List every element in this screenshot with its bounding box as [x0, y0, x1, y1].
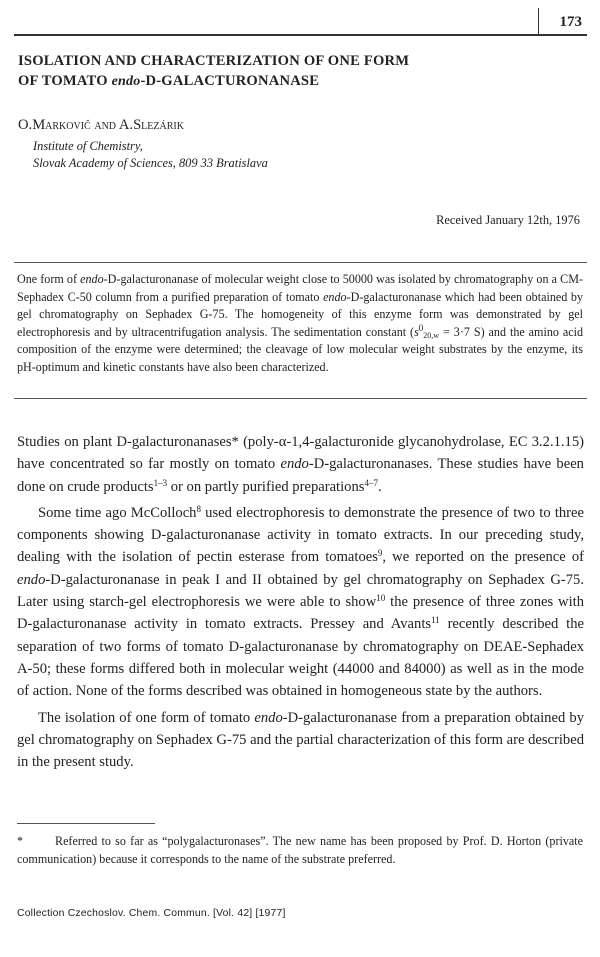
paragraph-1: Studies on plant D-galacturonanases* (poly-α-1,4-galacturonide glycanohydrolase, EC 3.2.1.15) have concentrated so far mostly on tomato endo-D-galacturonanases. These studies have been done on crude products$^{1-3}$ or on partly purified preparations$^{4-7}$. [17, 434, 584, 495]
footnote-rule [17, 823, 155, 824]
affiliation-line-1: Institute of Chemistry, [33, 139, 143, 153]
journal-citation: Collection Czechoslov. Chem. Commun. [Vol. 42] [1977] [17, 908, 286, 919]
abstract-text: One form of endo-D-galacturonanase of molecular weight close to 50000 was isolated by chromatography on a CM-Sephadex C-50 column from a purified preparation of tomato endo-D-galacturonanase which had been obtained by gel chromatography on Sephadex G-75. The homogeneity of this enzyme form was demonstrated by gel electrophoresis and by ultracentrifugation analysis. The sedimentation constant ($s^0_{20,w} = 3\cdot 7$ S) and the amino acid composition of the enzyme were determined; the cleavage of low molecular weight substrates by the enzyme, its pH-optimum and kinetic constants have also been characterized. [17, 272, 584, 374]
abstract [17, 271, 583, 377]
page-number: 173 [559, 14, 582, 30]
paragraph-2: Some time ago McColloch$^8$ used electrophoresis to demonstrate the presence of two to three components showing D-galacturonanase activity in tomato extracts. In our preceding study, dealing with the isolation of pectin esterase from tomatoes$^9$, we reported on the presence of endo-D-galacturonanase in peak I and II obtained by gel chromatography on Sephadex G-75. Later using starch-gel electrophoresis we were able to show$^{10}$ the presence of three zones with D-galacturonanase activity in tomato extracts. Pressey and Avants$^{11}$ recently described the separation of two forms of tomato D-galacturonanase by chromatography on DEAE-Sephadex A-50; these forms differed both in molecular weight (44000 and 84000) as well as in the mode of action. None of the forms described was obtained in homogeneous state by the authors. [17, 503, 584, 700]
footnote [17, 832, 583, 868]
authors: O.Markovič and A.Slezárik [18, 117, 184, 133]
header-rule [14, 34, 587, 36]
abstract-rule-top [14, 262, 587, 263]
footnote-text: * Referred to so far as “polygalacturonases”. The new name has been proposed by Prof. D. Horton (private communication) because it corresponds to the name of the substrate preferred. [17, 834, 583, 866]
received-date: Received January 12th, 1976 [436, 213, 580, 227]
affiliation-line-2: Slovak Academy of Sciences, 809 33 Bratislava [33, 156, 268, 170]
abstract-rule-bottom [14, 398, 587, 399]
title-line-1: ISOLATION AND CHARACTERIZATION OF ONE FORM [18, 53, 410, 69]
header-rule-stub [538, 8, 539, 35]
main-text [17, 431, 584, 773]
title-line-2: OF TOMATO endo-D-GALACTURONANASE [18, 73, 320, 89]
article-title [18, 51, 578, 92]
paragraph-3: The isolation of one form of tomato endo-D-galacturonanase from a preparation obtained by gel chromatography on Sephadex G-75 and the partial characterization of this form are described in the present study. [17, 709, 585, 771]
